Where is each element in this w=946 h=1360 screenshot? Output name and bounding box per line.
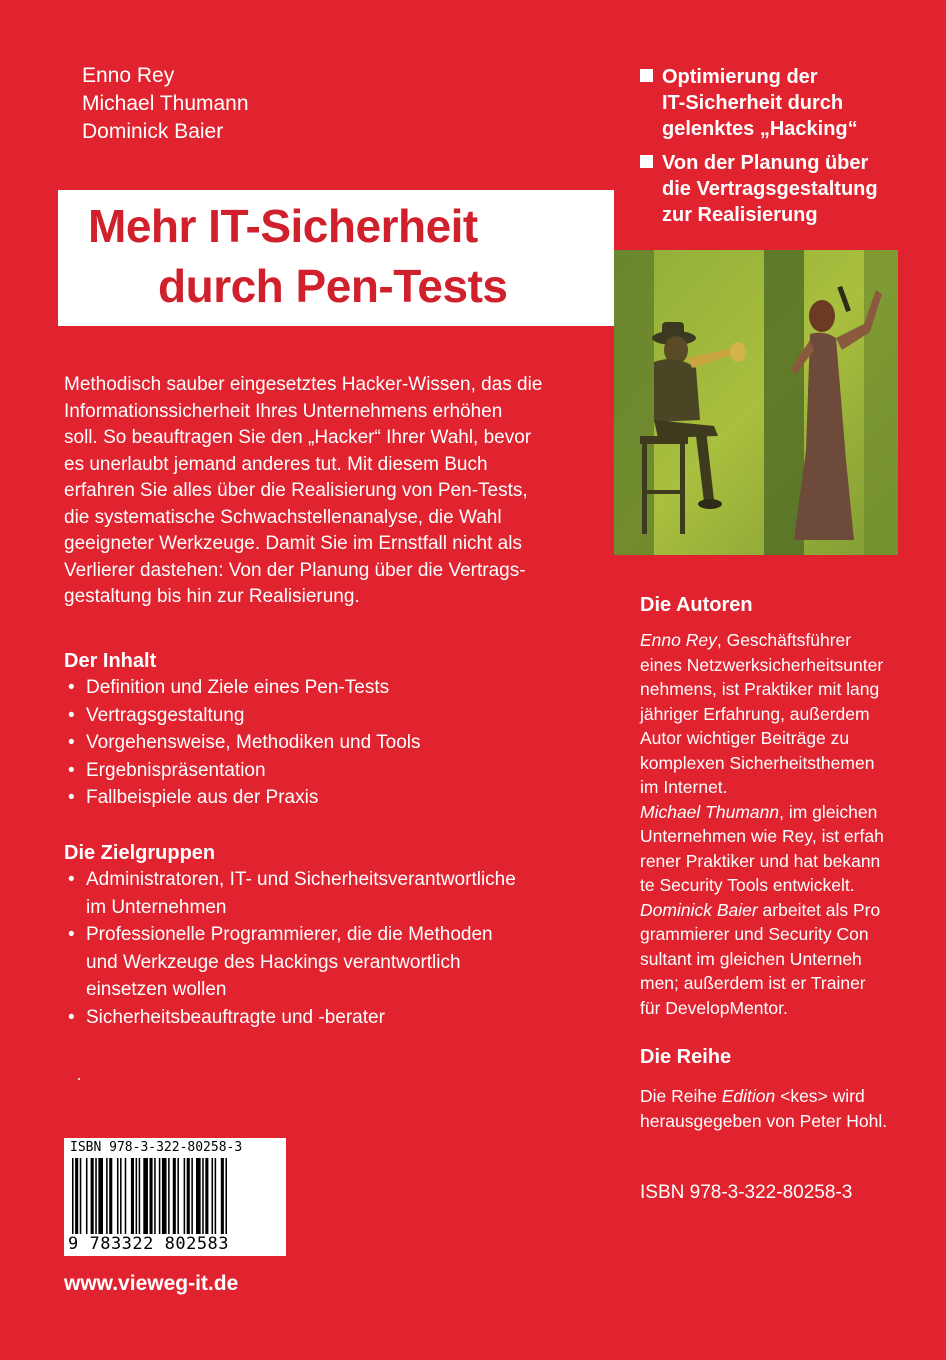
bio-text: komplexen Sicherheitsthemen <box>640 752 875 773</box>
list-item <box>64 784 584 812</box>
bio-line <box>640 849 920 874</box>
intro-line: Verlierer dastehen: Von der Planung über die Vertrags- <box>64 559 526 581</box>
bio-line <box>640 873 920 898</box>
bio-text: Autor wichtiger Beiträge zu <box>640 728 850 748</box>
target-groups-heading: Die Zielgruppen <box>64 842 216 864</box>
barcode-bar <box>162 1158 167 1234</box>
print-mark <box>78 1078 80 1080</box>
bio-name: Enno Rey <box>640 630 717 650</box>
bullet-icon: • <box>68 787 75 808</box>
barcode-bar <box>173 1158 176 1234</box>
barcode-bar <box>187 1158 190 1234</box>
bio-line <box>640 775 920 800</box>
bio-line <box>640 653 920 678</box>
bio-line <box>640 824 920 849</box>
barcode-bar <box>125 1158 127 1234</box>
barcode-isbn-label: ISBN 978-3-322-80258-3 <box>70 1140 243 1155</box>
list-item-line: und Werkzeuge des Hackings verantwortlich <box>86 951 461 973</box>
barcode-bar <box>95 1158 97 1234</box>
barcode-bar <box>168 1158 170 1234</box>
cover-photo-musicians <box>614 250 898 555</box>
bullet-icon: • <box>68 677 75 698</box>
highlight-item <box>640 150 930 228</box>
barcode-bar <box>202 1158 204 1234</box>
book-title-line-2: durch Pen-Tests <box>158 260 508 312</box>
intro-line: erfahren Sie alles über die Realisierung von Pen-Tests, <box>64 480 528 501</box>
barcode-bar <box>215 1158 217 1234</box>
author-name: Enno Rey <box>82 64 175 87</box>
highlight-line: IT-Sicherheit durch <box>662 92 844 114</box>
contents-section <box>64 648 584 812</box>
bio-text: arbeitet als Pro <box>757 899 881 920</box>
series-line <box>640 1084 920 1109</box>
barcode-bar <box>225 1158 227 1234</box>
author-name: Michael Thumann <box>82 92 249 115</box>
barcode-digits: 9 783322 802583 <box>68 1234 230 1254</box>
list-item <box>64 674 584 702</box>
musicians-illustration <box>614 250 898 555</box>
intro-line: die systematische Schwachstellenanalyse, die Wahl <box>64 506 502 528</box>
bio-line <box>640 677 920 702</box>
bio-text: grammierer und Security Con <box>640 924 869 944</box>
list-item-text: Vertragsgestaltung <box>86 704 245 726</box>
barcode-bar <box>109 1158 112 1234</box>
list-item <box>64 866 584 921</box>
bio-text: sultant im gleichen Unterneh <box>640 948 862 969</box>
contents-heading: Der Inhalt <box>64 650 157 672</box>
list-item-line: Administratoren, IT- und Sicherheitsverantwortliche <box>86 869 516 890</box>
bio-line <box>640 751 920 776</box>
bullet-icon: • <box>68 869 75 890</box>
list-item <box>64 729 584 757</box>
highlight-item <box>640 64 930 142</box>
bio-text: Unternehmen wie Rey, ist erfah <box>640 826 884 846</box>
barcode-bar <box>191 1158 193 1234</box>
bio-text: , Geschäftsführer <box>716 630 852 650</box>
book-title-line-1: Mehr IT-Sicherheit <box>88 200 478 252</box>
bullet-icon: • <box>68 759 75 781</box>
bio-text: im Internet. <box>640 777 728 797</box>
bio-line <box>640 702 920 727</box>
highlight-line: die Vertragsgestaltung <box>662 178 878 200</box>
bio-text: te Security Tools entwickelt. <box>640 875 855 895</box>
bio-line <box>640 947 920 972</box>
list-item-text: Vorgehensweise, Methodiken und Tools <box>86 732 421 753</box>
barcode-bar <box>139 1158 141 1234</box>
intro-line: soll. So beauftragen Sie den „Hacker“ Ihrer Wahl, bevor <box>64 427 532 448</box>
barcode-bar <box>91 1158 94 1234</box>
highlight-line: Optimierung der <box>662 66 818 88</box>
highlight-line: Von der Planung über <box>662 152 869 174</box>
barcode-bar <box>136 1158 138 1234</box>
bio-text: eines Netzwerksicherheitsunter <box>640 654 884 675</box>
barcode-bar <box>98 1158 103 1234</box>
intro-line: Informationssicherheit Ihres Unternehmens erhöhen <box>64 400 503 422</box>
series-heading: Die Reihe <box>640 1046 732 1068</box>
bio-line <box>640 898 920 923</box>
bullet-icon: • <box>68 924 75 945</box>
intro-line: Methodisch sauber eingesetztes Hacker-Wissen, das die <box>64 374 543 395</box>
barcode-bar <box>159 1158 161 1234</box>
barcode-bar <box>120 1158 122 1234</box>
bio-line <box>640 922 920 947</box>
barcode-bar <box>154 1158 156 1234</box>
intro-line: geeigneter Werkzeuge. Damit Sie im Ernstfall nicht als <box>64 533 522 554</box>
bio-line <box>640 628 920 653</box>
barcode-bars <box>70 1158 280 1234</box>
list-item <box>64 702 584 730</box>
bio-line <box>640 996 920 1021</box>
barcode-bar <box>184 1158 186 1234</box>
list-item-text: Fallbeispiele aus der Praxis <box>86 787 319 808</box>
list-item-line: einsetzen wollen <box>86 979 227 1000</box>
barcode-bar <box>212 1158 214 1234</box>
barcode-bar <box>131 1158 134 1234</box>
list-item-text: Definition und Ziele eines Pen-Tests <box>86 677 390 698</box>
authors-bio <box>640 628 920 1020</box>
target-groups-section <box>64 840 584 1031</box>
series-line: herausgegeben von Peter Hohl. <box>640 1110 888 1131</box>
list-item <box>64 1004 584 1032</box>
list-item <box>64 757 584 785</box>
barcode-bar <box>106 1158 108 1234</box>
contents-list <box>64 674 584 812</box>
list-item <box>64 921 584 1004</box>
list-item-line: Professionelle Programmierer, die die Methoden <box>86 924 493 945</box>
barcode-bar <box>150 1158 153 1234</box>
barcode-bar <box>80 1158 82 1234</box>
author-list <box>82 62 249 146</box>
barcode-bar <box>86 1158 88 1234</box>
barcode-bar <box>143 1158 148 1234</box>
list-item-line: im Unternehmen <box>86 896 227 918</box>
bullet-icon: • <box>68 704 75 726</box>
bio-text: nehmens, ist Praktiker mit lang <box>640 679 880 699</box>
series-name: Edition <box>721 1086 776 1106</box>
highlight-line: gelenktes „Hacking“ <box>662 118 858 140</box>
intro-paragraph <box>64 372 594 611</box>
series-text <box>640 1084 920 1133</box>
barcode-bar <box>196 1158 201 1234</box>
barcode-bar <box>117 1158 119 1234</box>
intro-line: gestaltung bis hin zur Realisierung. <box>64 586 360 607</box>
bio-name: Dominick Baier <box>640 899 758 920</box>
series-text-part: Die Reihe <box>640 1086 722 1106</box>
highlight-list <box>640 64 930 236</box>
author-name: Dominick Baier <box>82 120 224 143</box>
square-bullet-icon <box>640 69 653 82</box>
authors-heading: Die Autoren <box>640 594 753 616</box>
bio-name: Michael Thumann <box>640 801 780 822</box>
target-groups-list <box>64 866 584 1031</box>
barcode-bar <box>205 1158 208 1234</box>
bio-text: jähriger Erfahrung, außerdem <box>640 703 870 724</box>
bio-line <box>640 971 920 996</box>
bio-text: für DevelopMentor. <box>640 997 788 1018</box>
bio-text: , im gleichen <box>779 801 878 822</box>
series-text-part: <kes> wird <box>775 1086 865 1106</box>
barcode-bar <box>177 1158 179 1234</box>
list-item-line: Sicherheitsbeauftragte und -berater <box>86 1006 385 1028</box>
intro-line: es unerlaubt jemand anderes tut. Mit diesem Buch <box>64 453 488 475</box>
bio-line <box>640 800 920 825</box>
bio-text: men; außerdem ist er Trainer <box>640 973 866 993</box>
highlight-line: zur Realisierung <box>662 204 818 226</box>
publisher-url[interactable]: www.vieweg-it.de <box>64 1272 239 1295</box>
isbn-text: ISBN 978-3-322-80258-3 <box>640 1182 853 1203</box>
barcode-bar <box>221 1158 224 1234</box>
barcode-bar <box>72 1158 74 1234</box>
bio-text: rener Praktiker und hat bekann <box>640 850 881 871</box>
list-item-text: Ergebnispräsentation <box>86 759 266 781</box>
isbn-barcode <box>64 1138 286 1256</box>
square-bullet-icon <box>640 155 653 168</box>
barcode-bar <box>75 1158 78 1234</box>
book-title-box <box>58 190 614 326</box>
bio-line <box>640 726 920 751</box>
bullet-icon: • <box>68 1006 75 1028</box>
bullet-icon: • <box>68 732 75 753</box>
